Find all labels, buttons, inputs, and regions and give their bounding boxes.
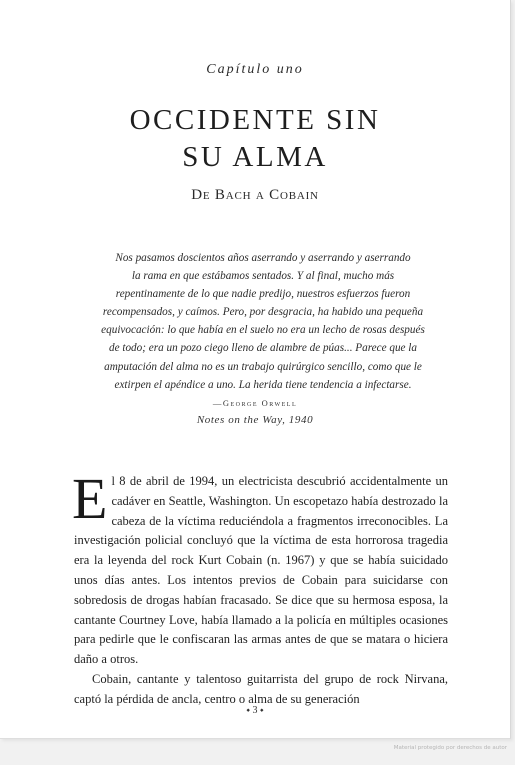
epigraph-author: —George Orwell [212,398,298,408]
epigraph-line: repentinamente de lo que nadie predijo, nuestros esfuerzos fueron [115,288,411,301]
chapter-title-line-1: OCCIDENTE SIN [129,104,381,136]
epigraph [90,249,436,394]
epigraph-line: amputación del alma no es un trabajo quirúrgico sencillo, como que le [104,360,422,373]
epigraph-line: de todo; era un pozo ciego lleno de alambre de púas... Parece que la [109,342,417,355]
drop-cap: E [72,466,108,531]
paragraph-1 [72,466,448,670]
page-number: ⬩ 3 ⬩ [246,705,264,716]
chapter-label: Capítulo uno [206,62,304,77]
copyright-watermark: Material protegido por derechos de autor [393,745,507,751]
paragraph-1-text: l 8 de abril de 1994, un electricista descubrió accidentalmente un cadáver en Seattle, Washington. Un escopetazo había destrozado la cabeza de la víctima reduciéndola a fragmentos irreconocibles. La investigación policial concluyó que la víctima de esta horrorosa tragedia era la leyenda del rock Kurt Cobain (n. 1967) y que se había suicidado unos días antes. Los intentos previos de Cobain para suicidarse con sobredosis de drogas habían fracasado. Se dice que su hermosa esposa, la cantante Courtney Love, había llamado a la policía en múltiples ocasiones para pedirle que le confiscaran las armas antes de que se matara o hiciera daño a otros. [74,474,448,667]
epigraph-source: Notes on the Way, 1940 [196,414,314,426]
epigraph-line: extirpen el apéndice a uno. La herida tiene tendencia a infectarse. [114,378,412,391]
epigraph-line: recompensados, y caímos. Pero, por desgracia, ha habido una pequeña [102,306,424,319]
chapter-subtitle: De Bach a Cobain [191,187,319,203]
body-text [72,466,448,710]
epigraph-line: Nos pasamos doscientos años aserrando y aserrando y aserrando [115,252,411,264]
epigraph-line: la rama en que estábamos sentados. Y al final, mucho más [131,270,395,283]
chapter-title-line-2: SU ALMA [182,141,328,173]
epigraph-line: equivocación: lo que había en el suelo no era un lecho de rosas después [101,324,425,337]
paragraph-2: Cobain, cantante y talentoso guitarrista del grupo de rock Nirvana, captó la pérdida de ancla, centro o alma de su generación [74,671,448,706]
